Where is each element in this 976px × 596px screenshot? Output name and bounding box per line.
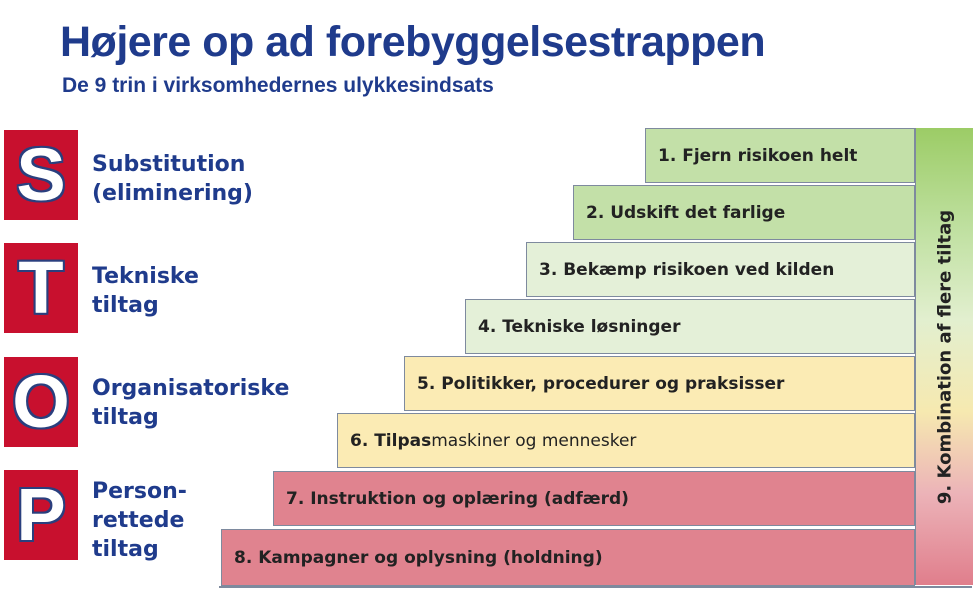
stop-box-o bbox=[4, 357, 78, 447]
step-5-text: 5. Politikker, procedurer og praksisser bbox=[417, 373, 785, 394]
step-7-text: 7. Instruktion og oplæring (adfærd) bbox=[286, 488, 629, 509]
step-2-text: 2. Udskift det farlige bbox=[586, 202, 786, 223]
stop-label-organisatoriske: Organisatoriske tiltag bbox=[92, 376, 290, 430]
step-2 bbox=[573, 185, 915, 240]
page-subtitle: De 9 trin i virksomhedernes ulykkesindsats bbox=[62, 74, 494, 97]
step-6-text: 6. Tilpas bbox=[350, 430, 432, 451]
stop-letter-o: O bbox=[12, 360, 70, 443]
step-4 bbox=[465, 299, 915, 354]
stop-box-p bbox=[4, 470, 78, 560]
stop-letter-s: S bbox=[16, 133, 66, 216]
step-7 bbox=[273, 471, 915, 526]
stop-letter-t: T bbox=[18, 246, 64, 329]
staircase-baseline bbox=[219, 586, 972, 588]
step-6 bbox=[337, 413, 915, 468]
stop-box-t bbox=[4, 243, 78, 333]
combination-bar bbox=[915, 128, 973, 585]
step-4-text: 4. Tekniske løsninger bbox=[478, 316, 681, 337]
stop-box-s bbox=[4, 130, 78, 220]
step-3 bbox=[526, 242, 915, 297]
stop-label-substitution: Substitution (eliminering) bbox=[92, 152, 253, 206]
step-1 bbox=[645, 128, 915, 183]
step-3-text: 3. Bekæmp risikoen ved kilden bbox=[539, 259, 835, 280]
stop-letter-p: P bbox=[16, 473, 66, 556]
step-8 bbox=[221, 529, 915, 586]
step-5 bbox=[404, 356, 915, 411]
combination-label: 9. Kombination af flere tiltag bbox=[934, 209, 955, 504]
step-1-text: 1. Fjern risikoen helt bbox=[658, 145, 858, 166]
step-6-rest: maskiner og mennesker bbox=[431, 430, 637, 451]
step-8-text: 8. Kampagner og oplysning (holdning) bbox=[234, 547, 603, 568]
stop-label-personrettede: Person- rettede tiltag bbox=[92, 479, 187, 562]
page-title: Højere op ad forebyggelsestrappen bbox=[60, 18, 766, 66]
stop-label-tekniske: Tekniske tiltag bbox=[92, 264, 199, 318]
